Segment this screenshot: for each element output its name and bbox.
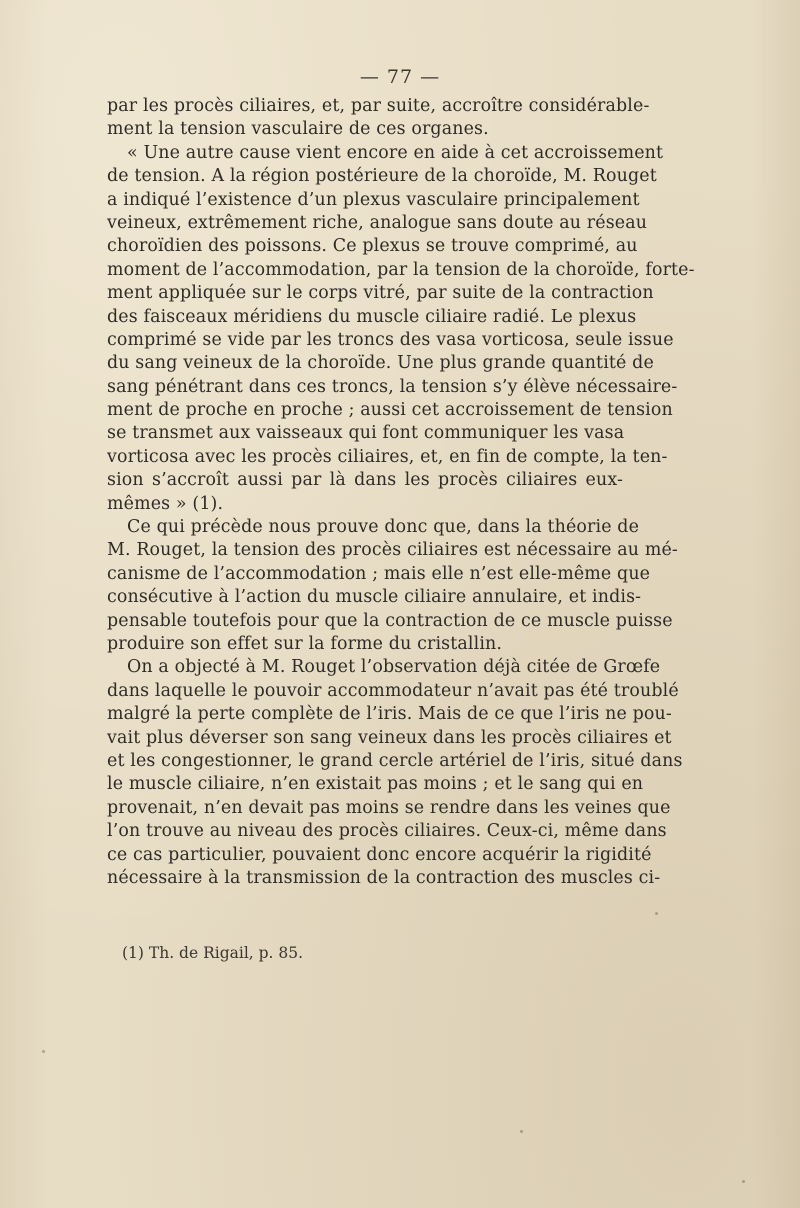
- text-line: « Une autre cause vient encore en aide à cet accroissement: [127, 142, 664, 163]
- text-line: a indiqué l’existence d’un plexus vasculaire principalement: [107, 189, 640, 210]
- text-line: sion s’accroît aussi par là dans les procès ciliaires eux-: [107, 470, 623, 491]
- text-line: ment appliquée sur le corps vitré, par suite de la contraction: [107, 283, 654, 304]
- text-line: de tension. A la région postérieure de la choroïde, M. Rouget: [107, 166, 657, 187]
- text-line: par les procès ciliaires, et, par suite, accroître considérable-: [107, 96, 650, 116]
- body-text: [107, 95, 695, 890]
- text-line: produire son effet sur la forme du cristallin.: [107, 633, 503, 654]
- text-line: sang pénétrant dans ces troncs, la tension s’y élève nécessaire-: [107, 376, 678, 397]
- text-line: pensable toutefois pour que la contraction de ce muscle puisse: [107, 610, 673, 631]
- text-line: du sang veineux de la choroïde. Une plus grande quantité de: [107, 353, 654, 374]
- text-line: des faisceaux méridiens du muscle ciliaire radié. Le plexus: [107, 306, 637, 327]
- text-line: canisme de l’accommodation ; mais elle n’est elle-même que: [107, 563, 651, 584]
- text-line: nécessaire à la transmission de la contraction des muscles ci-: [107, 867, 661, 888]
- text-line: choroïdien des poissons. Ce plexus se trouve comprimé, au: [107, 236, 638, 257]
- text-line: veineux, extrêmement riche, analogue sans doute au réseau: [107, 212, 648, 233]
- text-line: et les congestionner, le grand cercle artériel de l’iris, situé dans: [107, 750, 683, 771]
- text-line: dans laquelle le pouvoir accommodateur n’avait pas été troublé: [107, 680, 679, 701]
- text-line: comprimé se vide par les troncs des vasa vorticosa, seule issue: [107, 329, 674, 350]
- paper-speck: [655, 912, 658, 915]
- text-line: se transmet aux vaisseaux qui font communiquer les vasa: [107, 423, 625, 444]
- text-line: M. Rouget, la tension des procès ciliaires est nécessaire au mé-: [107, 540, 678, 561]
- text-line: ce cas particulier, pouvaient donc encore acquérir la rigidité: [107, 844, 652, 865]
- text-line: consécutive à l’action du muscle ciliaire annulaire, et indis-: [107, 587, 642, 608]
- text-line: provenait, n’en devait pas moins se rendre dans les veines que: [107, 797, 671, 818]
- page-number: — 77 —: [359, 66, 441, 88]
- text-line: Ce qui précède nous prouve donc que, dans la théorie de: [127, 517, 640, 538]
- text-line: ment de proche en proche ; aussi cet accroissement de tension: [107, 400, 673, 421]
- text-line: vait plus déverser son sang veineux dans les procès ciliaires et: [107, 727, 672, 748]
- text-line: moment de l’accommodation, par la tension de la choroïde, forte-: [107, 259, 695, 280]
- text-line: malgré la perte complète de l’iris. Mais de ce que l’iris ne pou-: [107, 704, 672, 725]
- text-line: le muscle ciliaire, n’en existait pas moins ; et le sang qui en: [107, 774, 644, 795]
- paper-speck: [742, 1180, 745, 1183]
- paper-speck: [520, 1130, 523, 1133]
- paper-speck: [42, 1050, 45, 1053]
- text-line: l’on trouve au niveau des procès ciliaires. Ceux-ci, même dans: [107, 821, 667, 842]
- text-line: mêmes » (1).: [107, 493, 224, 514]
- text-line: On a objecté à M. Rouget l’observation déjà citée de Grœfe: [127, 657, 661, 678]
- text-line: vorticosa avec les procès ciliaires, et, en fin de compte, la ten-: [107, 446, 668, 467]
- text-line: ment la tension vasculaire de ces organes.: [107, 119, 489, 140]
- footnote: (1) Th. de Rigail, p. 85.: [122, 944, 304, 962]
